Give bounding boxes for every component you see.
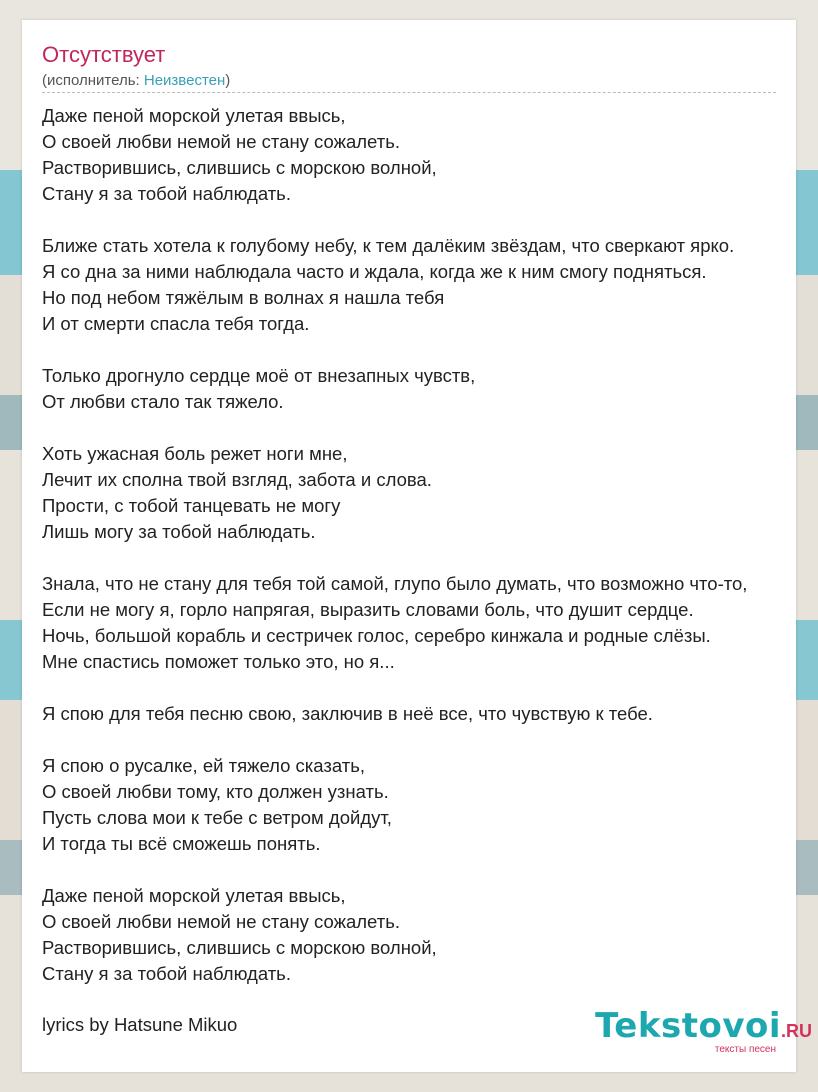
lyrics-credit: lyrics by Hatsune Mikuo	[42, 1014, 238, 1035]
lyrics-line: Если не могу я, горло напрягая, выразить словами боль, что душит сердце.	[42, 599, 694, 620]
lyrics-line: От любви стало так тяжело.	[42, 391, 284, 412]
lyrics-line: О своей любви немой не стану сожалеть.	[42, 131, 400, 152]
lyrics-stanza	[42, 753, 747, 857]
lyrics-line: Ближе стать хотела к голубому небу, к тем далёким звёздам, что сверкают ярко.	[42, 235, 735, 256]
lyrics-line: Ночь, большой корабль и сестричек голос, серебро кинжала и родные слёзы.	[42, 625, 711, 646]
subtitle-prefix: (исполнитель:	[42, 72, 144, 89]
lyrics-stanza	[42, 441, 747, 545]
lyrics-line: Но под небом тяжёлым в волнах я нашла тебя	[42, 287, 445, 308]
logo-tagline: тексты песен	[714, 1044, 776, 1055]
header-divider	[42, 92, 776, 93]
subtitle-suffix: )	[225, 72, 231, 89]
lyrics-line: О своей любви тому, кто должен узнать.	[42, 781, 389, 802]
song-title: Отсутствует	[42, 42, 166, 67]
lyrics-line: Я спою для тебя песню свою, заключив в неё все, что чувствую к тебе.	[42, 703, 653, 724]
song-subtitle	[42, 72, 230, 89]
site-logo[interactable]	[595, 1006, 812, 1055]
lyrics-line: Знала, что не стану для тебя той самой, глупо было думать, что возможно что-то,	[42, 573, 748, 594]
lyrics-line: Я со дна за ними наблюдала часто и ждала, когда же к ним смогу подняться.	[42, 261, 707, 282]
lyrics-stanza	[42, 571, 747, 675]
lyrics-line: Я спою о русалке, ей тяжело сказать,	[42, 755, 366, 776]
lyrics-stanza	[42, 701, 747, 727]
lyrics-line: Хоть ужасная боль режет ноги мне,	[42, 443, 348, 464]
lyrics-line: И от смерти спасла тебя тогда.	[42, 313, 310, 334]
logo-tld: .RU	[781, 1021, 812, 1041]
logo-brand: Tekstovoi	[595, 1006, 781, 1046]
lyrics-line: Растворившись, слившись с морскою волной,	[42, 937, 437, 958]
lyrics-line: И тогда ты всё сможешь понять.	[42, 833, 321, 854]
lyrics-stanza	[42, 363, 747, 415]
lyrics-stanza	[42, 103, 747, 207]
artist-link[interactable]: Неизвестен	[143, 72, 226, 89]
lyrics-line: Лишь могу за тобой наблюдать.	[42, 521, 316, 542]
lyrics-line: Стану я за тобой наблюдать.	[42, 963, 291, 984]
lyrics-line: Даже пеной морской улетая ввысь,	[42, 885, 346, 906]
lyrics-line: Мне спастись поможет только это, но я...	[42, 651, 395, 672]
lyrics-line: О своей любви немой не стану сожалеть.	[42, 911, 400, 932]
lyrics-card	[22, 20, 796, 1072]
lyrics-stanza	[42, 883, 747, 987]
lyrics-line: Лечит их сполна твой взгляд, забота и слова.	[42, 469, 432, 490]
lyrics-text	[42, 103, 747, 1013]
lyrics-line: Стану я за тобой наблюдать.	[42, 183, 291, 204]
lyrics-stanza	[42, 233, 747, 337]
lyrics-line: Прости, с тобой танцевать не могу	[42, 495, 341, 516]
lyrics-line: Растворившись, слившись с морскою волной,	[42, 157, 437, 178]
lyrics-line: Только дрогнуло сердце моё от внезапных чувств,	[42, 365, 476, 386]
lyrics-line: Даже пеной морской улетая ввысь,	[42, 105, 346, 126]
lyrics-line: Пусть слова мои к тебе с ветром дойдут,	[42, 807, 392, 828]
